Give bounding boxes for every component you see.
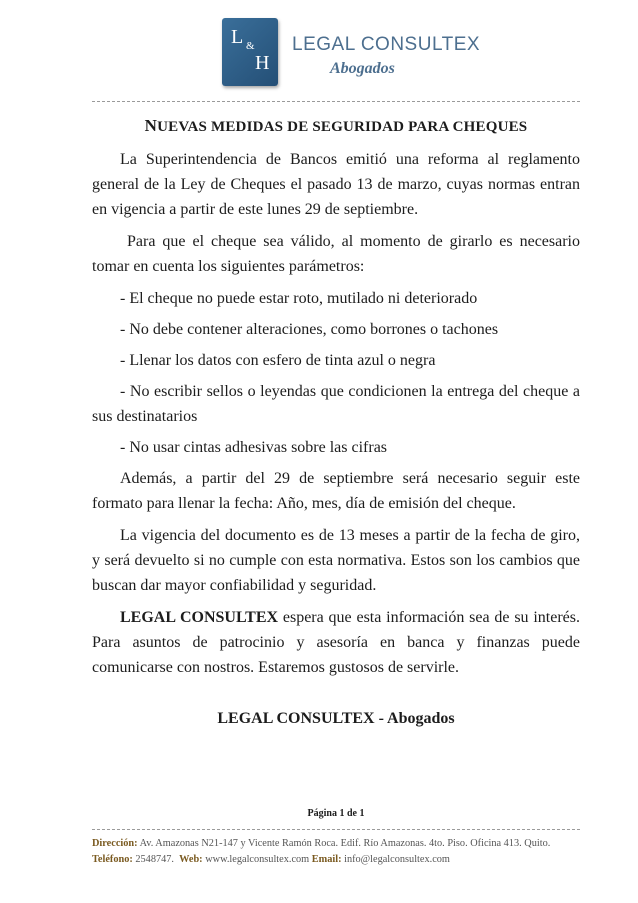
logo-letter-l: L: [231, 26, 244, 48]
title-rest: UEVAS MEDIDAS DE SEGURIDAD PARA CHEQUES: [157, 119, 528, 135]
logo-title: LEGAL CONSULTEX: [292, 34, 481, 55]
footer-contact-line: [92, 852, 580, 868]
bullet-item: - Llenar los datos con esfero de tinta azul o negra: [120, 352, 436, 369]
company-logo: [222, 16, 482, 88]
bullet-item: - No debe contener alteraciones, como borrones o tachones: [120, 321, 499, 338]
paragraph: La Superintendencia de Bancos emitió una reforma al reglamento general de la Ley de Cheques el pasado 13 de marzo, cuyas normas entran en vigencia a partir de este lunes 29 de septiembre.: [92, 151, 580, 218]
address-label: Dirección:: [92, 838, 138, 849]
logo-ampersand: &: [246, 40, 255, 52]
address-value: Av. Amazonas N21-147 y Vicente Ramón Roca. Edif. Río Amazonas. 4to. Piso. Oficina 413. Quito.: [137, 838, 551, 849]
bullet-item: - No escribir sellos o leyendas que condicionen la entrega del cheque a sus destinatarios: [92, 383, 580, 425]
email-label: Email:: [311, 854, 342, 865]
final-paragraph: [92, 605, 580, 680]
final-paragraph-text: espera que esta información sea de su interés. Para asuntos de patrocinio y asesoría en banca y finanzas puede comunicarse con nostros. Estaremos gustosos de servirle.: [92, 609, 580, 676]
web-label: Web:: [179, 854, 203, 865]
paragraph: La vigencia del documento es de 13 meses a partir de la fecha de giro, y será devuelto si no cumple con esta normativa. Estos son los cambios que buscan dar mayor confiabilidad y seguridad.: [92, 527, 580, 594]
phone-value: 2548747.: [132, 854, 180, 865]
email-link[interactable]: info@legalconsultex.com: [341, 854, 450, 865]
footer-divider: [92, 829, 580, 830]
logo-letter-h: H: [255, 52, 270, 74]
document-body: [92, 116, 584, 687]
paragraph: Para que el cheque sea válido, al momento de girarlo es necesario tomar en cuenta los siguientes parámetros:: [92, 233, 584, 275]
paragraph: Además, a partir del 29 de septiembre será necesario seguir este formato para llenar la fecha: Año, mes, día de emisión del cheque.: [92, 470, 580, 512]
document-title: [92, 116, 580, 137]
footer-address-line: [92, 836, 580, 852]
bullet-item: - El cheque no puede estar roto, mutilado ni deteriorado: [120, 290, 478, 307]
logo-subtitle: Abogados: [330, 60, 395, 77]
page-number: Página 1 de 1: [307, 808, 365, 819]
footer-contact: [92, 836, 580, 868]
company-name-bold: LEGAL CONSULTEX: [120, 609, 279, 626]
phone-label: Teléfono:: [92, 854, 133, 865]
bullet-item: - No usar cintas adhesivas sobre las cifras: [120, 439, 388, 456]
signature: LEGAL CONSULTEX - Abogados: [217, 710, 455, 727]
web-link[interactable]: www.legalconsultex.com: [202, 854, 312, 865]
logo-emblem: [222, 18, 278, 86]
title-initial: N: [144, 116, 158, 135]
header-divider: [92, 101, 580, 102]
